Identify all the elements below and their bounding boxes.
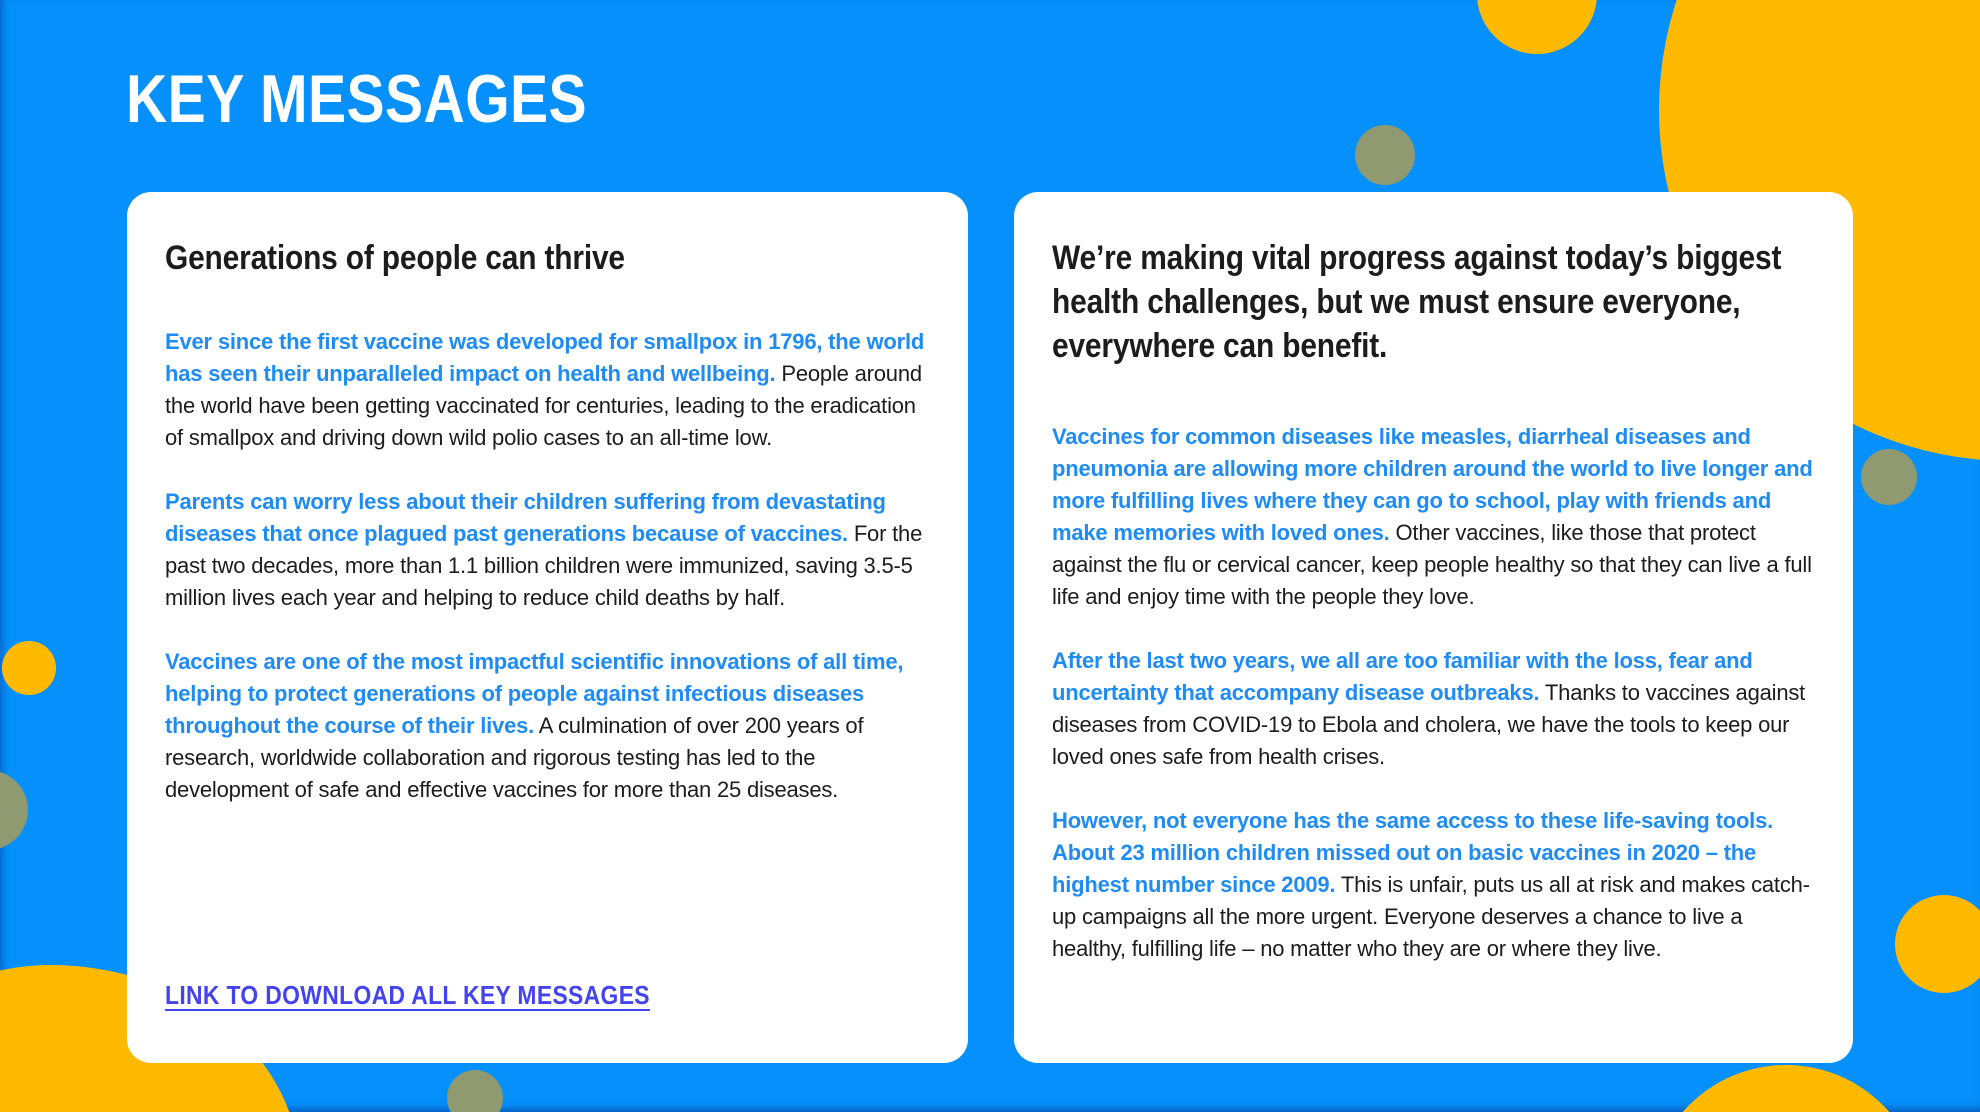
card-paragraph [165,326,930,454]
download-key-messages-link[interactable]: LINK TO DOWNLOAD ALL KEY MESSAGES [165,980,650,1010]
paragraph-lead: Parents can worry less about their children suffering from devastating diseases that once plagued past generations because of vaccines. [165,489,886,547]
paragraph-lead: However, not everyone has the same access to these life-saving tools. About 23 million children missed out on basic vaccines in 2020 – the highest number since 2009. [1052,807,1774,897]
card-paragraph [1052,805,1815,965]
yellow-circle-bottom-right [1895,895,1980,993]
paragraph-rest: Thanks to vaccines against diseases from COVID-19 to Ebola and cholera, we have the tools to keep our loved ones safe from health crises. [1052,679,1806,769]
olive-circle-right [1861,449,1917,505]
card-generations [127,192,968,1063]
card-progress [1014,192,1853,1063]
paragraph-rest: For the past two decades, more than 1.1 billion children were immunized, saving 3.5-5 million lives each year and helping to reduce child deaths by half. [165,521,923,611]
card-heading: Generations of people can thrive [165,239,625,277]
card-heading: We’re making vital progress against today’s biggest health challenges, but we must ensure everyone, everywhere can benefit. [1052,239,1782,366]
card-paragraph [165,486,930,614]
olive-circle-left [0,770,28,850]
paragraph-rest: People around the world have been getting vaccinated for centuries, leading to the eradication of smallpox and driving down wild polio cases to an all-time low. [165,361,922,451]
yellow-circle-left [2,641,56,695]
paragraph-lead: Vaccines for common diseases like measles, diarrheal diseases and pneumonia are allowing more children around the world to live longer and more fulfilling lives where they can go to school, play with friends and make memories with loved ones. [1052,423,1813,545]
olive-circle-top [1355,125,1415,185]
paragraph-lead: After the last two years, we all are too familiar with the loss, fear and uncertainty that accompany disease outbreaks. [1052,647,1753,705]
card-paragraph [165,646,930,806]
yellow-dome-bottom [1649,1065,1923,1112]
paragraph-rest: This is unfair, puts us all at risk and makes catch-up campaigns all the more urgent. Everyone deserves a chance to live a healthy, fulfilling life – no matter who they are or where they live. [1052,871,1810,961]
paragraph-rest: A culmination of over 200 years of research, worldwide collaboration and rigorous testing has led to the development of safe and effective vaccines for more than 25 diseases. [165,713,864,803]
paragraph-lead: Vaccines are one of the most impactful scientific innovations of all time, helping to protect generations of people against infectious diseases throughout the course of their lives. [165,649,904,739]
paragraph-rest: Other vaccines, like those that protect against the flu or cervical cancer, keep people healthy so that they can live a full life and enjoy time with the people they love. [1052,519,1812,609]
yellow-circle-top [1477,0,1597,54]
olive-circle-bottom [447,1070,503,1112]
page-title: KEY MESSAGES [126,61,588,137]
paragraph-lead: Ever since the first vaccine was developed for smallpox in 1796, the world has seen their unparalleled impact on health and wellbeing. [165,329,925,387]
card-paragraph [1052,645,1815,773]
card-paragraph [1052,421,1815,613]
